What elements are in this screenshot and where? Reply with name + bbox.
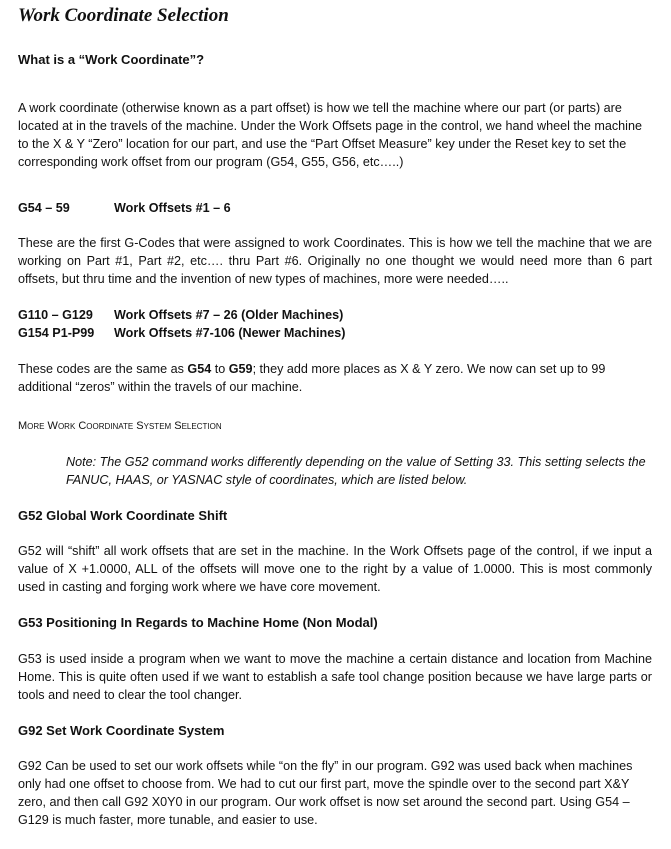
g52-paragraph: G52 will “shift” all work offsets that are set in the machine. In the Work Offsets page of the control, if we input a value of X +1.0000, ALL of the offsets will move one to the right by a value of 1.0000. This is most commonly used in casting and forging work where we have core movement. bbox=[18, 544, 652, 594]
g154-label: Work Offsets #7-106 (Newer Machines) bbox=[114, 326, 346, 340]
more-selection-heading: More Work Coordinate System Selection bbox=[18, 420, 222, 432]
g92-paragraph: G92 Can be used to set our work offsets while “on the fly” in our program. G92 was used back when machines only had one offset to choose from. We had to cut our first part, move the spindle over to the second part X&Y zero, and then call G92 X0Y0 in our program. Our work offset is now set around the second part. Using G54 – G129 is much faster, more tunable, and easier to use. bbox=[18, 759, 633, 827]
work-coordinate-paragraph: A work coordinate (otherwise known as a part offset) is how we tell the machine where our part (or parts) are located at in the travels of the machine. Under the Work Offsets page in the control, we hand wheel the machine to the X & Y “Zero” location for our part, and use the “Part Offset Measure” key under the Reset key to set the corresponding work offset from our program (G54, G55, G56, etc…..) bbox=[18, 101, 642, 169]
g59-bold: G59 bbox=[228, 362, 253, 376]
g110-g129-row bbox=[18, 306, 343, 324]
g53-heading: G53 Positioning In Regards to Machine Home (Non Modal) bbox=[18, 615, 378, 630]
g154-row bbox=[18, 324, 345, 342]
g54-59-paragraph: These are the first G-Codes that were assigned to work Coordinates. This is how we tell the machine that we are working on Part #1, Part #2, etc…. thru Part #6. Originally no one thought we would need more than 6 part offsets, but thru time and the invention of new types of machines, more were needed….. bbox=[18, 236, 652, 286]
g154-code: G154 P1-P99 bbox=[18, 326, 95, 340]
g53-paragraph: G53 is used inside a program when we want to move the machine a certain distance and location from Machine Home. This is quite often used if we want to establish a safe tool change position because we have large parts or tools and need to clear the tool changer. bbox=[18, 652, 652, 702]
extended-offsets-paragraph bbox=[18, 360, 652, 396]
g54-59-row bbox=[18, 199, 231, 217]
g54-59-code: G54 – 59 bbox=[18, 201, 70, 215]
extended-text-3: ; they add more places as X & Y zero. We now can set up to 99 additional “zeros” within the travels of our machine. bbox=[18, 362, 606, 394]
g52-setting-note: Note: The G52 command works differently depending on the value of Setting 33. This setting selects the FANUC, HAAS, or YASNAC style of coordinates, which are listed below. bbox=[66, 455, 646, 487]
extended-text-2: to bbox=[211, 362, 229, 376]
g52-heading: G52 Global Work Coordinate Shift bbox=[18, 508, 228, 523]
g110-g129-label: Work Offsets #7 – 26 (Older Machines) bbox=[114, 308, 344, 322]
g54-59-label: Work Offsets #1 – 6 bbox=[114, 201, 231, 215]
g110-g129-code: G110 – G129 bbox=[18, 308, 93, 322]
work-coordinate-heading: What is a “Work Coordinate”? bbox=[18, 52, 205, 67]
g54-bold: G54 bbox=[187, 362, 212, 376]
g92-heading: G92 Set Work Coordinate System bbox=[18, 723, 225, 738]
extended-text-1: These codes are the same as bbox=[18, 362, 188, 376]
document-title: Work Coordinate Selection bbox=[18, 5, 229, 26]
